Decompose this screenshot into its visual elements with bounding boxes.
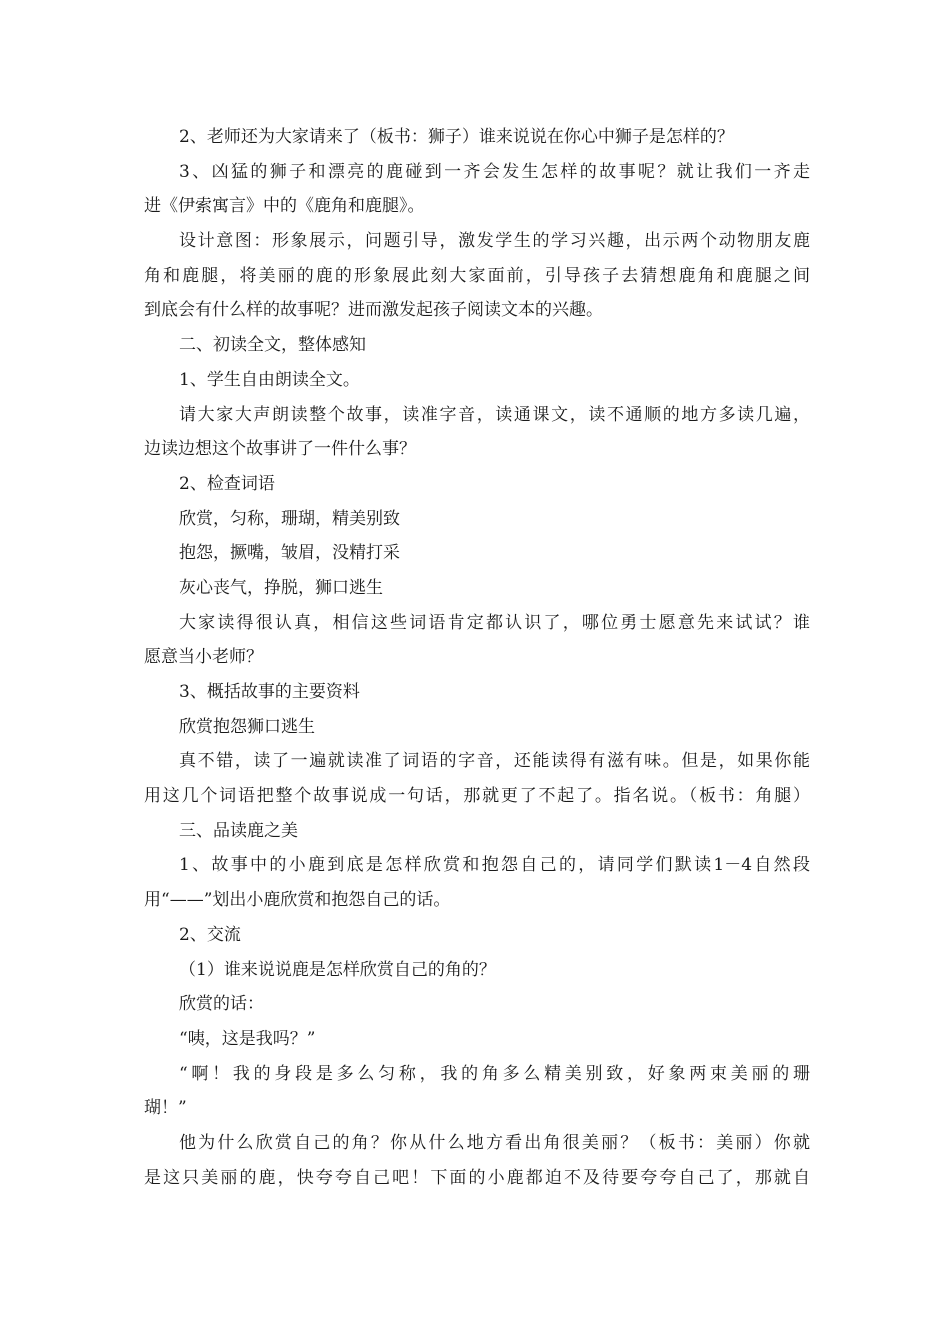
text-line: 他为什么欣赏自己的角？你从什么地方看出角很美丽？（板书：美丽）你就	[179, 1132, 810, 1153]
text-line: “啊！我的身段是多么匀称，我的角多么精美别致，好象两束美丽的珊	[179, 1063, 810, 1084]
text-line: （1）谁来说说鹿是怎样欣赏自己的角的？	[179, 959, 496, 980]
text-line: 大家读得很认真，相信这些词语肯定都认识了，哪位勇士愿意先来试试？谁	[179, 612, 810, 633]
text-line: 欣赏抱怨狮口逃生	[179, 716, 315, 737]
text-line: 欣赏的话：	[179, 994, 264, 1015]
text-line: 角和鹿腿，将美丽的鹿的形象展此刻大家面前，引导孩子去猜想鹿角和鹿腿之间	[144, 265, 810, 286]
text-line: 设计意图：形象展示，问题引导，激发学生的学习兴趣，出示两个动物朋友鹿	[179, 231, 810, 252]
text-line: 请大家大声朗读整个故事，读准字音，读通课文，读不通顺的地方多读几遍，	[179, 404, 810, 425]
text-line: 边读边想这个故事讲了一件什么事？	[144, 439, 416, 460]
text-line: 2、检查词语	[179, 473, 275, 494]
text-line: 抱怨，撅嘴，皱眉，没精打采	[179, 543, 400, 564]
text-line: 2、交流	[179, 924, 241, 945]
text-line: 欣赏，匀称，珊瑚，精美别致	[179, 508, 400, 529]
text-line: 三、品读鹿之美	[179, 820, 298, 841]
text-line: 二、初读全文，整体感知	[179, 335, 366, 356]
text-line: “咦，这是我吗？”	[179, 1028, 316, 1049]
text-line: 进《伊索寓言》中的《鹿角和鹿腿》。	[144, 196, 425, 217]
text-line: 愿意当小老师？	[144, 647, 263, 668]
document-body	[144, 120, 810, 1195]
text-line: 真不错，读了一遍就读准了词语的字音，还能读得有滋有味。但是，如果你能	[179, 751, 810, 772]
text-line: 瑚！”	[144, 1098, 187, 1119]
text-line: 灰心丧气，挣脱，狮口逃生	[179, 577, 383, 598]
text-line: 3、概括故事的主要资料	[179, 682, 360, 702]
text-line: 1、故事中的小鹿到底是怎样欣赏和抱怨自己的，请同学们默读1－4自然段	[179, 855, 810, 876]
text-line: 到底会有什么样的故事呢？进而激发起孩子阅读文本的兴趣。	[144, 300, 603, 321]
text-line: 3、凶猛的狮子和漂亮的鹿碰到一齐会发生怎样的故事呢？就让我们一齐走	[179, 161, 810, 182]
text-line: 是这只美丽的鹿，快夸夸自己吧！下面的小鹿都迫不及待要夸夸自己了，那就自	[144, 1167, 810, 1188]
text-line: 用这几个词语把整个故事说成一句话，那就更了不起了。指名说。（板书：角腿）	[144, 786, 810, 807]
text-line: 用“——”划出小鹿欣赏和抱怨自己的话。	[144, 890, 451, 911]
text-line: 1、学生自由朗读全文。	[179, 369, 360, 390]
text-line: 2、老师还为大家请来了（板书：狮子）谁来说说在你心中狮子是怎样的？	[179, 127, 734, 147]
